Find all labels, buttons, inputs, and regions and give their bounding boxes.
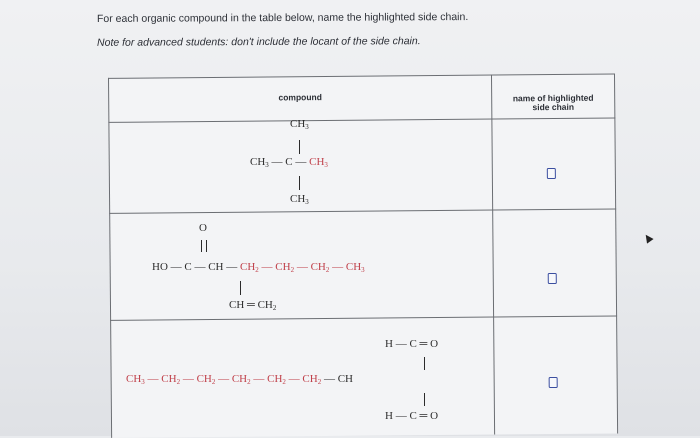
- compound-3-bottom-aldehyde: H — C ═ O: [385, 410, 439, 422]
- compound-2-branch-bond: [240, 281, 241, 295]
- compound-2-main-chain: HO — C — CH — $CH_2$ — $CH_2$ — $CH_2$ — $CH_3$: [152, 261, 365, 274]
- compound-1-bond-up: [299, 140, 300, 154]
- header-name-side-chain: [497, 94, 609, 113]
- compound-2-carbonyl-o: O: [199, 222, 207, 234]
- header-compound: compound: [278, 92, 322, 103]
- answer-box-1[interactable]: [547, 168, 556, 179]
- header-name-line1: name of highlighted: [512, 92, 594, 104]
- compound-3-bond-up: [424, 357, 425, 370]
- compound-2-double-bond: [201, 240, 207, 252]
- compound-1-bottom-methyl: $CH_3$: [290, 193, 309, 206]
- compound-3-main-chain: $CH_3$ — $CH_2$ — $CH_2$ — $CH_2$ — $CH_2$ — $CH_2$ — CH: [126, 373, 353, 386]
- compound-1-center-row: $CH_3$ — C — $CH_3$: [250, 156, 328, 169]
- compound-3-bond-down: [424, 393, 425, 406]
- compound-1-top-methyl: $CH_3$: [290, 118, 309, 131]
- compound-1-bond-down: [299, 176, 300, 190]
- answer-box-2[interactable]: [548, 273, 557, 284]
- compound-2-vinyl-branch: CH ═ $CH_2$: [229, 299, 277, 312]
- advanced-note: Note for advanced students: don't include the locant of the side chain.: [96, 35, 421, 49]
- compound-3-top-aldehyde: H — C ═ O: [385, 338, 439, 350]
- answer-box-3[interactable]: [549, 377, 558, 388]
- header-name-line2: side chain: [532, 101, 575, 113]
- instruction-text: For each organic compound in the table below, name the highlighted side chain.: [96, 11, 469, 25]
